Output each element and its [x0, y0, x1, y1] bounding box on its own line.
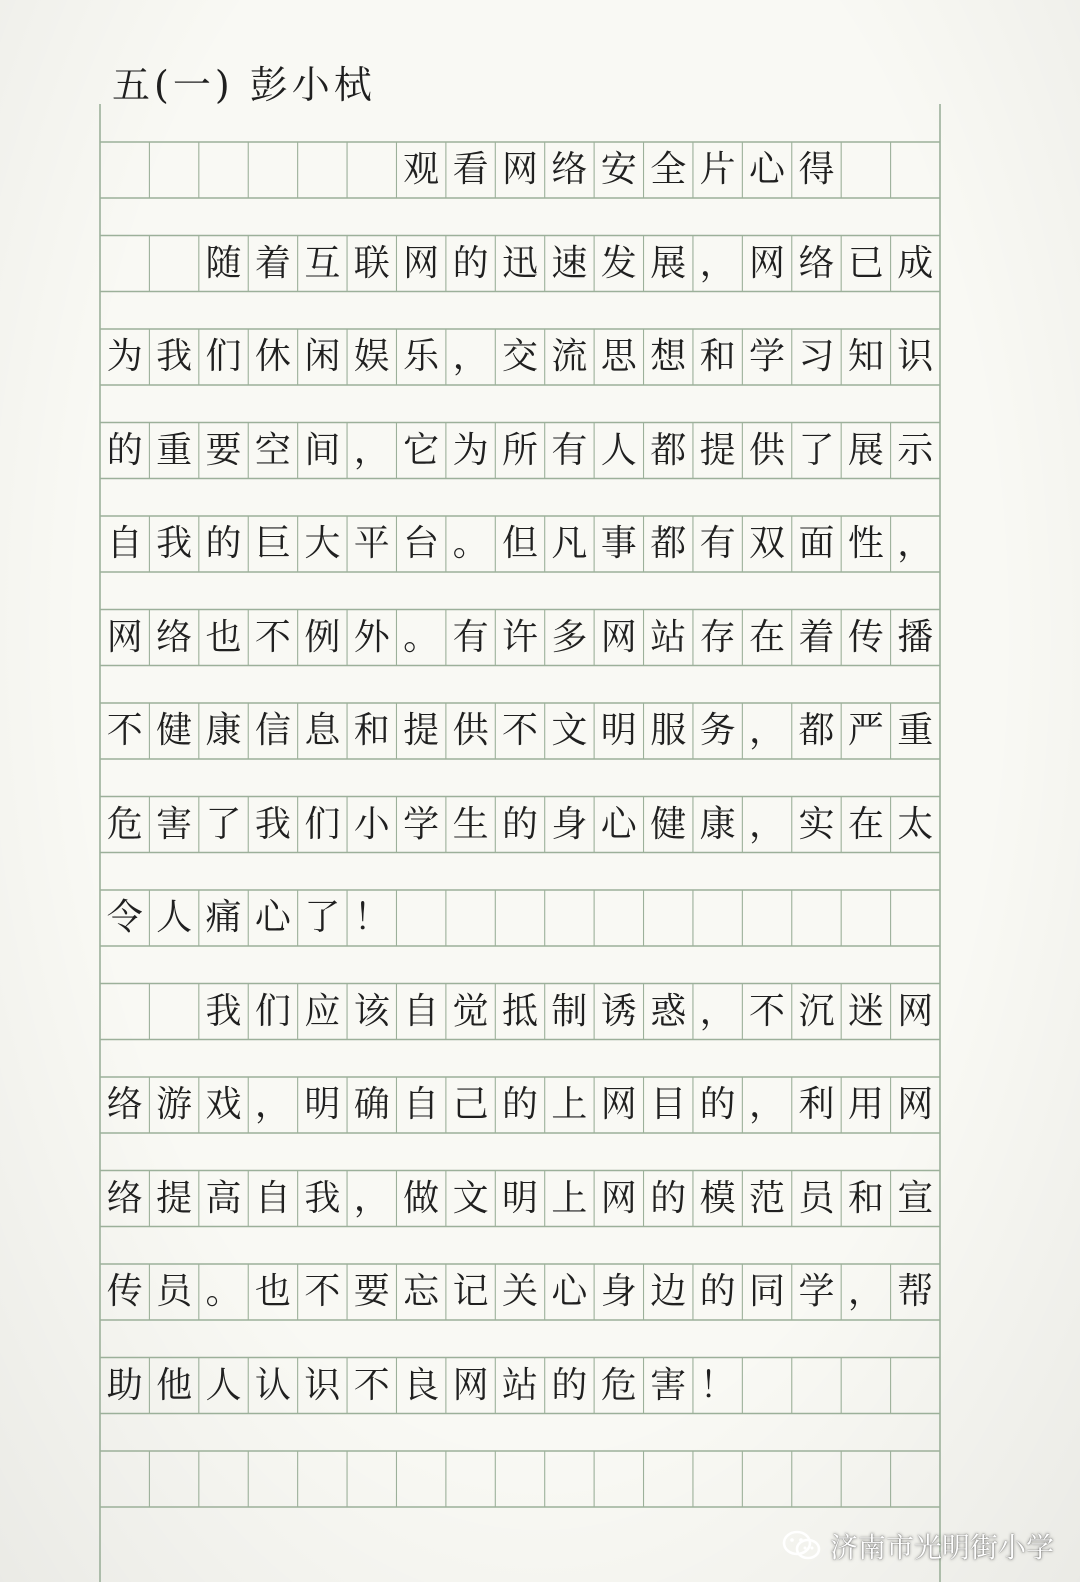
- handwritten-char: 识: [897, 336, 934, 377]
- handwritten-char: 也: [254, 1271, 291, 1312]
- handwritten-char: 凡: [551, 523, 588, 564]
- handwritten-char: 模: [699, 1177, 736, 1219]
- handwritten-char: 示: [897, 429, 934, 471]
- handwritten-char: 为: [452, 429, 489, 471]
- handwritten-char: 有: [452, 616, 489, 658]
- handwritten-char: 应: [304, 990, 341, 1032]
- handwritten-char: 文: [452, 1177, 489, 1219]
- handwritten-char: 息: [304, 710, 341, 751]
- handwritten-char: 网: [403, 242, 440, 284]
- handwritten-char: 。: [205, 1271, 242, 1312]
- handwritten-char: 所: [501, 429, 538, 471]
- handwritten-char: ，: [897, 523, 934, 564]
- handwritten-char: 网: [897, 990, 934, 1032]
- watermark: [782, 1526, 1054, 1566]
- handwritten-char: 速: [551, 242, 588, 284]
- handwritten-char: 网: [501, 149, 538, 190]
- handwritten-char: 沉: [798, 990, 835, 1032]
- handwritten-char: 小: [353, 803, 390, 845]
- handwritten-char: 多: [551, 616, 588, 658]
- handwritten-char: 成: [897, 242, 934, 284]
- handwritten-char: 记: [452, 1271, 489, 1312]
- handwritten-char: 网: [600, 1084, 637, 1125]
- handwritten-char: 的: [501, 803, 538, 845]
- handwritten-char: 认: [254, 1364, 291, 1406]
- handwritten-char: 网: [897, 1084, 934, 1125]
- handwritten-char: 事: [600, 523, 637, 564]
- handwritten-char: 网: [106, 616, 143, 658]
- handwritten-char: 害: [156, 803, 193, 845]
- handwritten-char: 危: [600, 1364, 637, 1406]
- handwritten-char: 和: [353, 710, 390, 751]
- handwritten-char: 娱: [353, 336, 390, 377]
- handwritten-char: 人: [205, 1364, 242, 1406]
- handwritten-char: 上: [551, 1177, 588, 1219]
- handwritten-char: 严: [847, 710, 884, 751]
- handwritten-char: 害: [650, 1364, 687, 1406]
- watermark-text: 济南市光明街小学: [829, 1531, 1054, 1564]
- handwritten-char: 人: [600, 429, 637, 471]
- handwritten-char: 和: [847, 1177, 884, 1219]
- handwritten-char: ，: [699, 990, 736, 1032]
- handwritten-char: 太: [897, 803, 934, 845]
- handwritten-char: 同: [749, 1271, 786, 1312]
- handwritten-char: 明: [501, 1177, 538, 1219]
- handwritten-char: ，: [353, 429, 390, 471]
- handwritten-char: 抵: [501, 990, 538, 1032]
- handwritten-char: 联: [353, 242, 390, 284]
- handwritten-char: 着: [254, 242, 291, 284]
- handwritten-char: 站: [501, 1364, 538, 1406]
- handwritten-char: 的: [205, 523, 242, 564]
- handwritten-char: 互: [304, 242, 341, 284]
- handwritten-char: 有: [699, 523, 736, 564]
- handwritten-char: 展: [650, 242, 687, 284]
- handwritten-char: 着: [798, 616, 835, 658]
- handwritten-char: 存: [699, 616, 736, 658]
- handwritten-char: 学: [403, 803, 440, 845]
- handwritten-char: 信: [254, 710, 291, 751]
- handwritten-char: 帮: [897, 1271, 934, 1312]
- handwritten-char: 健: [650, 803, 687, 845]
- handwritten-char: 他: [156, 1364, 193, 1406]
- handwritten-char: 网: [749, 242, 786, 284]
- handwritten-char: 做: [403, 1177, 440, 1219]
- handwritten-char: 学: [749, 336, 786, 377]
- handwritten-char: 都: [650, 523, 687, 564]
- handwritten-char: ，: [452, 336, 489, 377]
- handwritten-char: 我: [254, 803, 291, 845]
- handwritten-char: 不: [749, 990, 786, 1032]
- handwritten-char: ！: [699, 1364, 736, 1406]
- handwritten-char: 不: [254, 616, 291, 658]
- handwritten-char: 传: [106, 1271, 143, 1312]
- handwritten-char: 利: [798, 1084, 835, 1125]
- handwritten-char: 们: [254, 990, 291, 1032]
- handwritten-char: 双: [749, 523, 786, 564]
- handwritten-char: 自: [403, 1084, 440, 1125]
- handwritten-char: 但: [501, 523, 538, 564]
- handwritten-char: ！: [353, 897, 390, 938]
- handwritten-char: 康: [699, 803, 736, 845]
- handwritten-char: 都: [650, 429, 687, 471]
- handwritten-char: 络: [106, 1084, 143, 1125]
- handwritten-char: 得: [798, 149, 835, 190]
- handwritten-char: 络: [106, 1177, 143, 1219]
- handwritten-char: 心: [749, 149, 786, 190]
- handwritten-char: 生: [452, 803, 489, 845]
- handwritten-char: 看: [452, 149, 489, 190]
- handwritten-char: ，: [254, 1084, 291, 1125]
- handwritten-char: 面: [798, 523, 835, 564]
- handwritten-char: 播: [897, 616, 934, 658]
- handwritten-char: 文: [551, 710, 588, 751]
- handwritten-char: 站: [650, 616, 687, 658]
- handwritten-char: 们: [304, 803, 341, 845]
- handwritten-char: ，: [749, 710, 786, 751]
- handwritten-char: 员: [798, 1177, 835, 1219]
- handwritten-char: 在: [847, 803, 884, 845]
- handwritten-char: 用: [847, 1084, 884, 1125]
- handwritten-char: 要: [353, 1271, 390, 1312]
- handwritten-char: 宣: [897, 1177, 934, 1219]
- handwritten-char: 闲: [304, 336, 341, 377]
- handwritten-char: 良: [403, 1364, 440, 1406]
- handwritten-char: 展: [847, 429, 884, 471]
- handwritten-char: ，: [749, 803, 786, 845]
- handwritten-char: 提: [156, 1177, 193, 1219]
- handwritten-char: 发: [600, 242, 637, 284]
- handwritten-char: 自: [254, 1177, 291, 1219]
- handwritten-char: 观: [403, 149, 440, 190]
- handwritten-char: 网: [452, 1364, 489, 1406]
- handwritten-char: 供: [452, 710, 489, 751]
- handwritten-char: 了: [205, 803, 242, 845]
- handwritten-char: 明: [304, 1084, 341, 1125]
- handwritten-char: 。: [403, 616, 440, 658]
- handwritten-char: 都: [798, 710, 835, 751]
- handwritten-char: 重: [156, 429, 193, 471]
- handwritten-char: 我: [156, 523, 193, 564]
- handwritten-char: 员: [156, 1271, 193, 1312]
- handwritten-char: 外: [353, 616, 390, 658]
- handwritten-char: 也: [205, 616, 242, 658]
- handwritten-char: 它: [403, 429, 440, 471]
- handwritten-char: 诱: [600, 990, 637, 1032]
- handwritten-char: 觉: [452, 990, 489, 1032]
- handwritten-char: 的: [551, 1364, 588, 1406]
- handwritten-char: 心: [551, 1271, 588, 1312]
- handwritten-char: 健: [156, 710, 193, 751]
- handwritten-char: 络: [156, 616, 193, 658]
- handwritten-char: 的: [106, 429, 143, 471]
- wechat-icon: [782, 1529, 822, 1563]
- class-and-student-name: 五(一) 彭小栻: [112, 63, 376, 107]
- handwritten-char: 的: [501, 1084, 538, 1125]
- handwritten-char: 重: [897, 710, 934, 751]
- handwritten-char: 要: [205, 429, 242, 471]
- handwritten-char: ，: [353, 1177, 390, 1219]
- handwritten-char: 实: [798, 803, 835, 845]
- handwritten-char: 随: [205, 242, 242, 284]
- handwritten-char: 了: [304, 897, 341, 938]
- handwritten-char: 片: [699, 149, 736, 190]
- handwritten-char: 戏: [205, 1084, 242, 1125]
- handwritten-char: 确: [353, 1084, 390, 1125]
- handwritten-char: 知: [847, 336, 884, 377]
- handwritten-char: ，: [847, 1271, 884, 1312]
- handwritten-char: 人: [156, 897, 193, 938]
- handwritten-char: 目: [650, 1084, 687, 1125]
- handwritten-char: 心: [600, 803, 637, 845]
- handwritten-char: 全: [650, 149, 687, 190]
- handwritten-char: 该: [353, 990, 390, 1032]
- handwritten-char: 大: [304, 523, 341, 564]
- handwritten-char: 自: [403, 990, 440, 1032]
- handwritten-char: 传: [847, 616, 884, 658]
- handwritten-char: 想: [650, 336, 687, 377]
- handwritten-char: 我: [205, 990, 242, 1032]
- handwritten-char: 为: [106, 336, 143, 377]
- handwritten-char: 助: [106, 1364, 143, 1406]
- handwritten-char: 关: [501, 1271, 538, 1312]
- handwritten-char: 台: [403, 523, 440, 564]
- handwritten-char: 上: [551, 1084, 588, 1125]
- handwritten-char: 提: [403, 710, 440, 751]
- handwritten-char: 迅: [501, 242, 538, 284]
- handwritten-char: 明: [600, 710, 637, 751]
- handwritten-char: 制: [551, 990, 588, 1032]
- handwritten-char: 康: [205, 710, 242, 751]
- handwritten-char: 不: [106, 710, 143, 751]
- handwritten-char: 危: [106, 803, 143, 845]
- handwritten-char: 平: [353, 523, 390, 564]
- handwritten-char: 空: [254, 429, 291, 471]
- handwritten-char: 不: [501, 710, 538, 751]
- handwritten-char: 边: [650, 1271, 687, 1312]
- handwritten-char: 网: [600, 1177, 637, 1219]
- handwritten-char: 心: [254, 897, 291, 938]
- handwritten-char: 我: [156, 336, 193, 377]
- handwritten-char: 流: [551, 336, 588, 377]
- handwritten-char: 们: [205, 336, 242, 377]
- handwritten-char: 交: [501, 336, 538, 377]
- handwritten-char: 范: [749, 1177, 786, 1219]
- handwritten-char: 已: [847, 242, 884, 284]
- handwritten-char: 忘: [403, 1271, 440, 1312]
- handwritten-char: 休: [254, 336, 291, 377]
- handwritten-char: 和: [699, 336, 736, 377]
- handwritten-char: 学: [798, 1271, 835, 1312]
- handwritten-char: 许: [501, 616, 538, 658]
- handwritten-char: 络: [551, 149, 588, 190]
- handwritten-char: 间: [304, 429, 341, 471]
- handwritten-char: 例: [304, 616, 341, 658]
- handwritten-char: 身: [600, 1271, 637, 1312]
- handwritten-char: 安: [600, 149, 637, 190]
- handwritten-char: 身: [551, 803, 588, 845]
- handwritten-char: 高: [205, 1177, 242, 1219]
- handwritten-char: 游: [156, 1084, 193, 1125]
- handwritten-char: 。: [452, 523, 489, 564]
- handwritten-char: 自: [106, 523, 143, 564]
- handwritten-char: 的: [699, 1084, 736, 1125]
- handwritten-char: 令: [106, 897, 143, 938]
- handwritten-char: 的: [452, 242, 489, 284]
- handwritten-char: 乐: [403, 336, 440, 377]
- handwritten-char: 我: [304, 1177, 341, 1219]
- handwritten-char: 痛: [205, 897, 242, 938]
- handwritten-char: 迷: [847, 990, 884, 1032]
- handwritten-char: 性: [847, 523, 884, 564]
- handwritten-char: 了: [798, 429, 835, 471]
- handwritten-char: 己: [452, 1084, 489, 1125]
- handwritten-char: 提: [699, 429, 736, 471]
- handwritten-char: 网: [600, 616, 637, 658]
- handwritten-char: 巨: [254, 523, 291, 564]
- handwritten-char: 有: [551, 429, 588, 471]
- handwritten-char: 务: [699, 710, 736, 751]
- handwritten-char: 的: [699, 1271, 736, 1312]
- handwritten-char: 习: [798, 336, 835, 377]
- handwritten-char: 络: [798, 242, 835, 284]
- handwritten-char: 思: [600, 336, 637, 377]
- handwritten-char: 供: [749, 429, 786, 471]
- handwritten-char: 不: [304, 1271, 341, 1312]
- handwritten-char: ，: [699, 242, 736, 284]
- handwritten-char: 识: [304, 1364, 341, 1406]
- handwritten-char: ，: [749, 1084, 786, 1125]
- handwritten-char: 服: [650, 710, 687, 751]
- handwritten-char: 不: [353, 1364, 390, 1406]
- handwritten-char: 在: [749, 616, 786, 658]
- handwritten-char: 的: [650, 1177, 687, 1219]
- handwritten-char: 惑: [650, 990, 687, 1032]
